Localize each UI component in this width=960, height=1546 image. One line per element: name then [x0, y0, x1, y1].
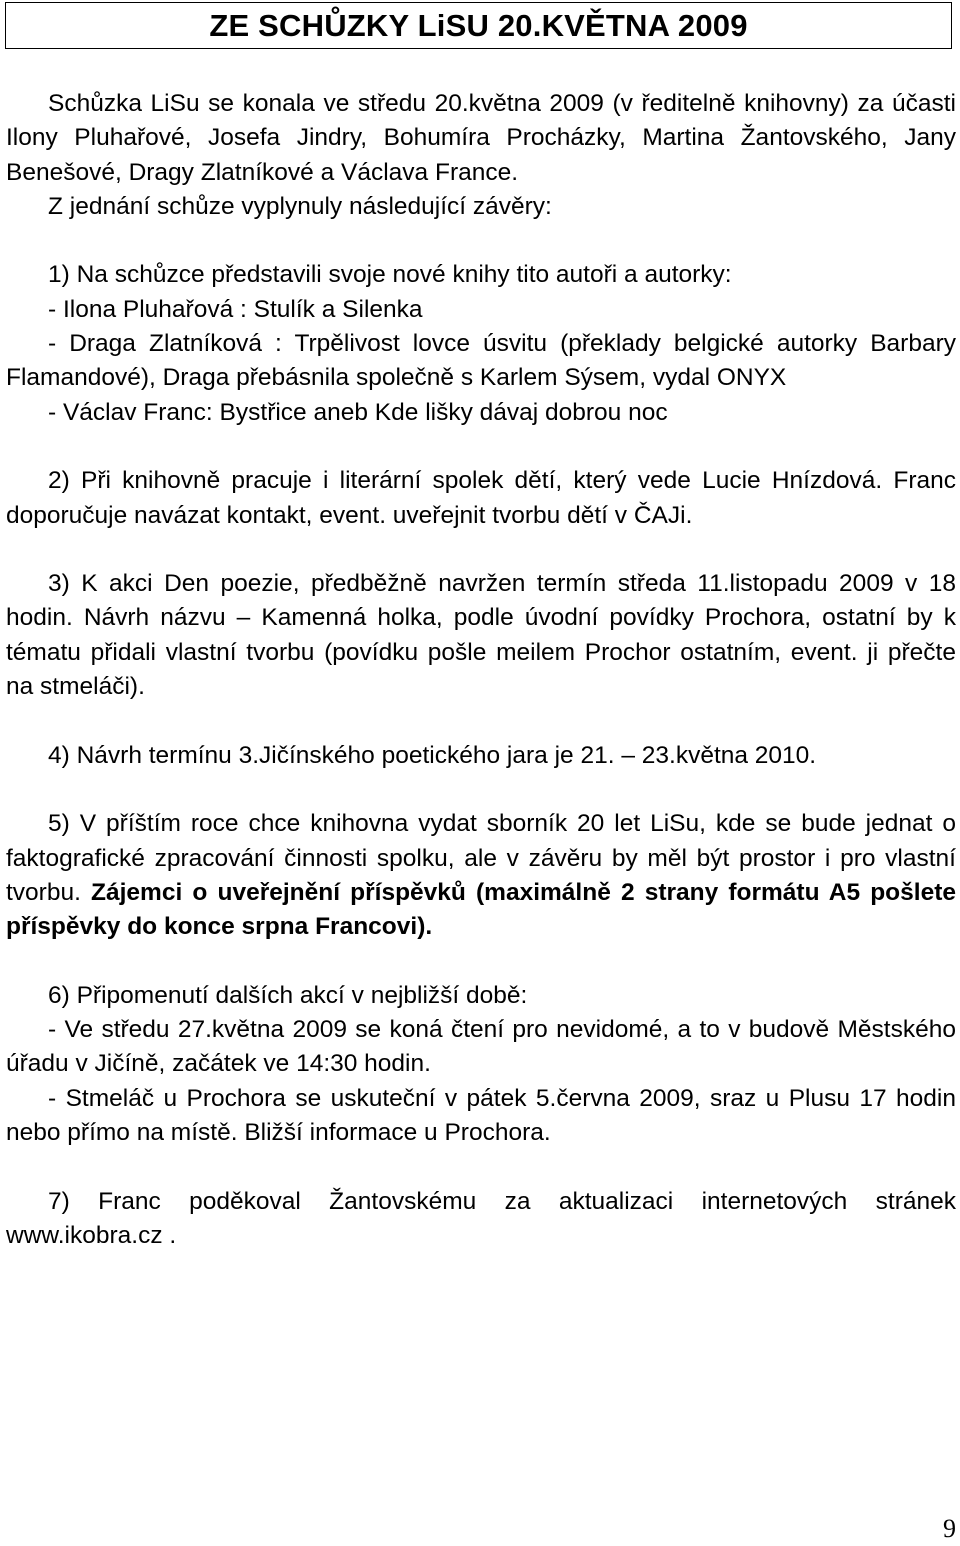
item1-line-1: - Ilona Pluhařová : Stulík a Silenka: [48, 295, 423, 323]
item1-heading: 1) Na schůzce představili svoje nové knihy tito autoři a autorky:: [48, 261, 732, 289]
intro-paragraph: Schůzka LiSu se konala ve středu 20.května 2009 (v ředitelně knihovny) za účasti Ilony Pluhařové, Josefa Jindry, Bohumíra Procházky, Martina Žantovského, Jany Benešové, Dragy Zlatníkové a Václava France.: [6, 90, 956, 186]
document-title: ZE SCHŮZKY LiSU 20.KVĚTNA 2009: [209, 7, 748, 43]
document-body: [6, 87, 956, 1253]
title-box: [5, 2, 952, 49]
item5-text: 5) V příštím roce chce knihovna vydat sborník 20 let LiSu, kde se bude jednat o faktografické zpracování činnosti spolku, ale v závěru by měl být prostor i pro vlastní tvorbu.: [6, 810, 956, 906]
item4-paragraph: 4) Návrh termínu 3.Jičínského poetického jara je 21. – 23.května 2010.: [48, 741, 817, 769]
item6-heading: 6) Připomenutí dalších akcí v nejbližší době:: [48, 981, 528, 1009]
page-number: 9: [943, 1514, 956, 1543]
item2-paragraph: 2) Při knihovně pracuje i literární spolek dětí, který vede Lucie Hnízdová. Franc doporučuje navázat kontakt, event. uveřejnit tvorbu dětí v ČAJi.: [6, 467, 956, 529]
item5-paragraph: [6, 807, 956, 944]
item7-paragraph: 7) Franc poděkoval Žantovskému za aktualizaci internetových stránek www.ikobra.cz .: [6, 1187, 956, 1249]
conclusions-heading: Z jednání schůze vyplynuly následující závěry:: [48, 192, 552, 220]
item1-line-2: - Draga Zlatníková : Trpělivost lovce úsvitu (překlady belgické autorky Barbary Flamandové), Draga přebásnila společně s Karlem Sýsem, vydal ONYX: [6, 330, 956, 392]
item6-line-1: - Ve středu 27.května 2009 se koná čtení pro nevidomé, a to v budově Městského úřadu v Jičíně, začátek ve 14:30 hodin.: [6, 1016, 956, 1078]
item1-line-3: - Václav Franc: Bystřice aneb Kde lišky dávaj dobrou noc: [48, 398, 668, 426]
item6-line-2: - Stmeláč u Prochora se uskuteční v pátek 5.června 2009, sraz u Plusu 17 hodin nebo přímo na místě. Bližší informace u Prochora.: [6, 1084, 956, 1146]
item3-paragraph: 3) K akci Den poezie, předběžně navržen termín středa 11.listopadu 2009 v 18 hodin. Návrh názvu – Kamenná holka, podle úvodní povídky Prochora, ostatní by k tématu přidali vlastní tvorbu (povídku pošle meilem Prochor ostatním, event. ji přečte na stmeláči).: [6, 570, 956, 701]
item5-bold-text: Zájemci o uveřejnění příspěvků (maximálně 2 strany formátu A5 pošlete příspěvky do konce srpna Francovi).: [6, 878, 956, 941]
